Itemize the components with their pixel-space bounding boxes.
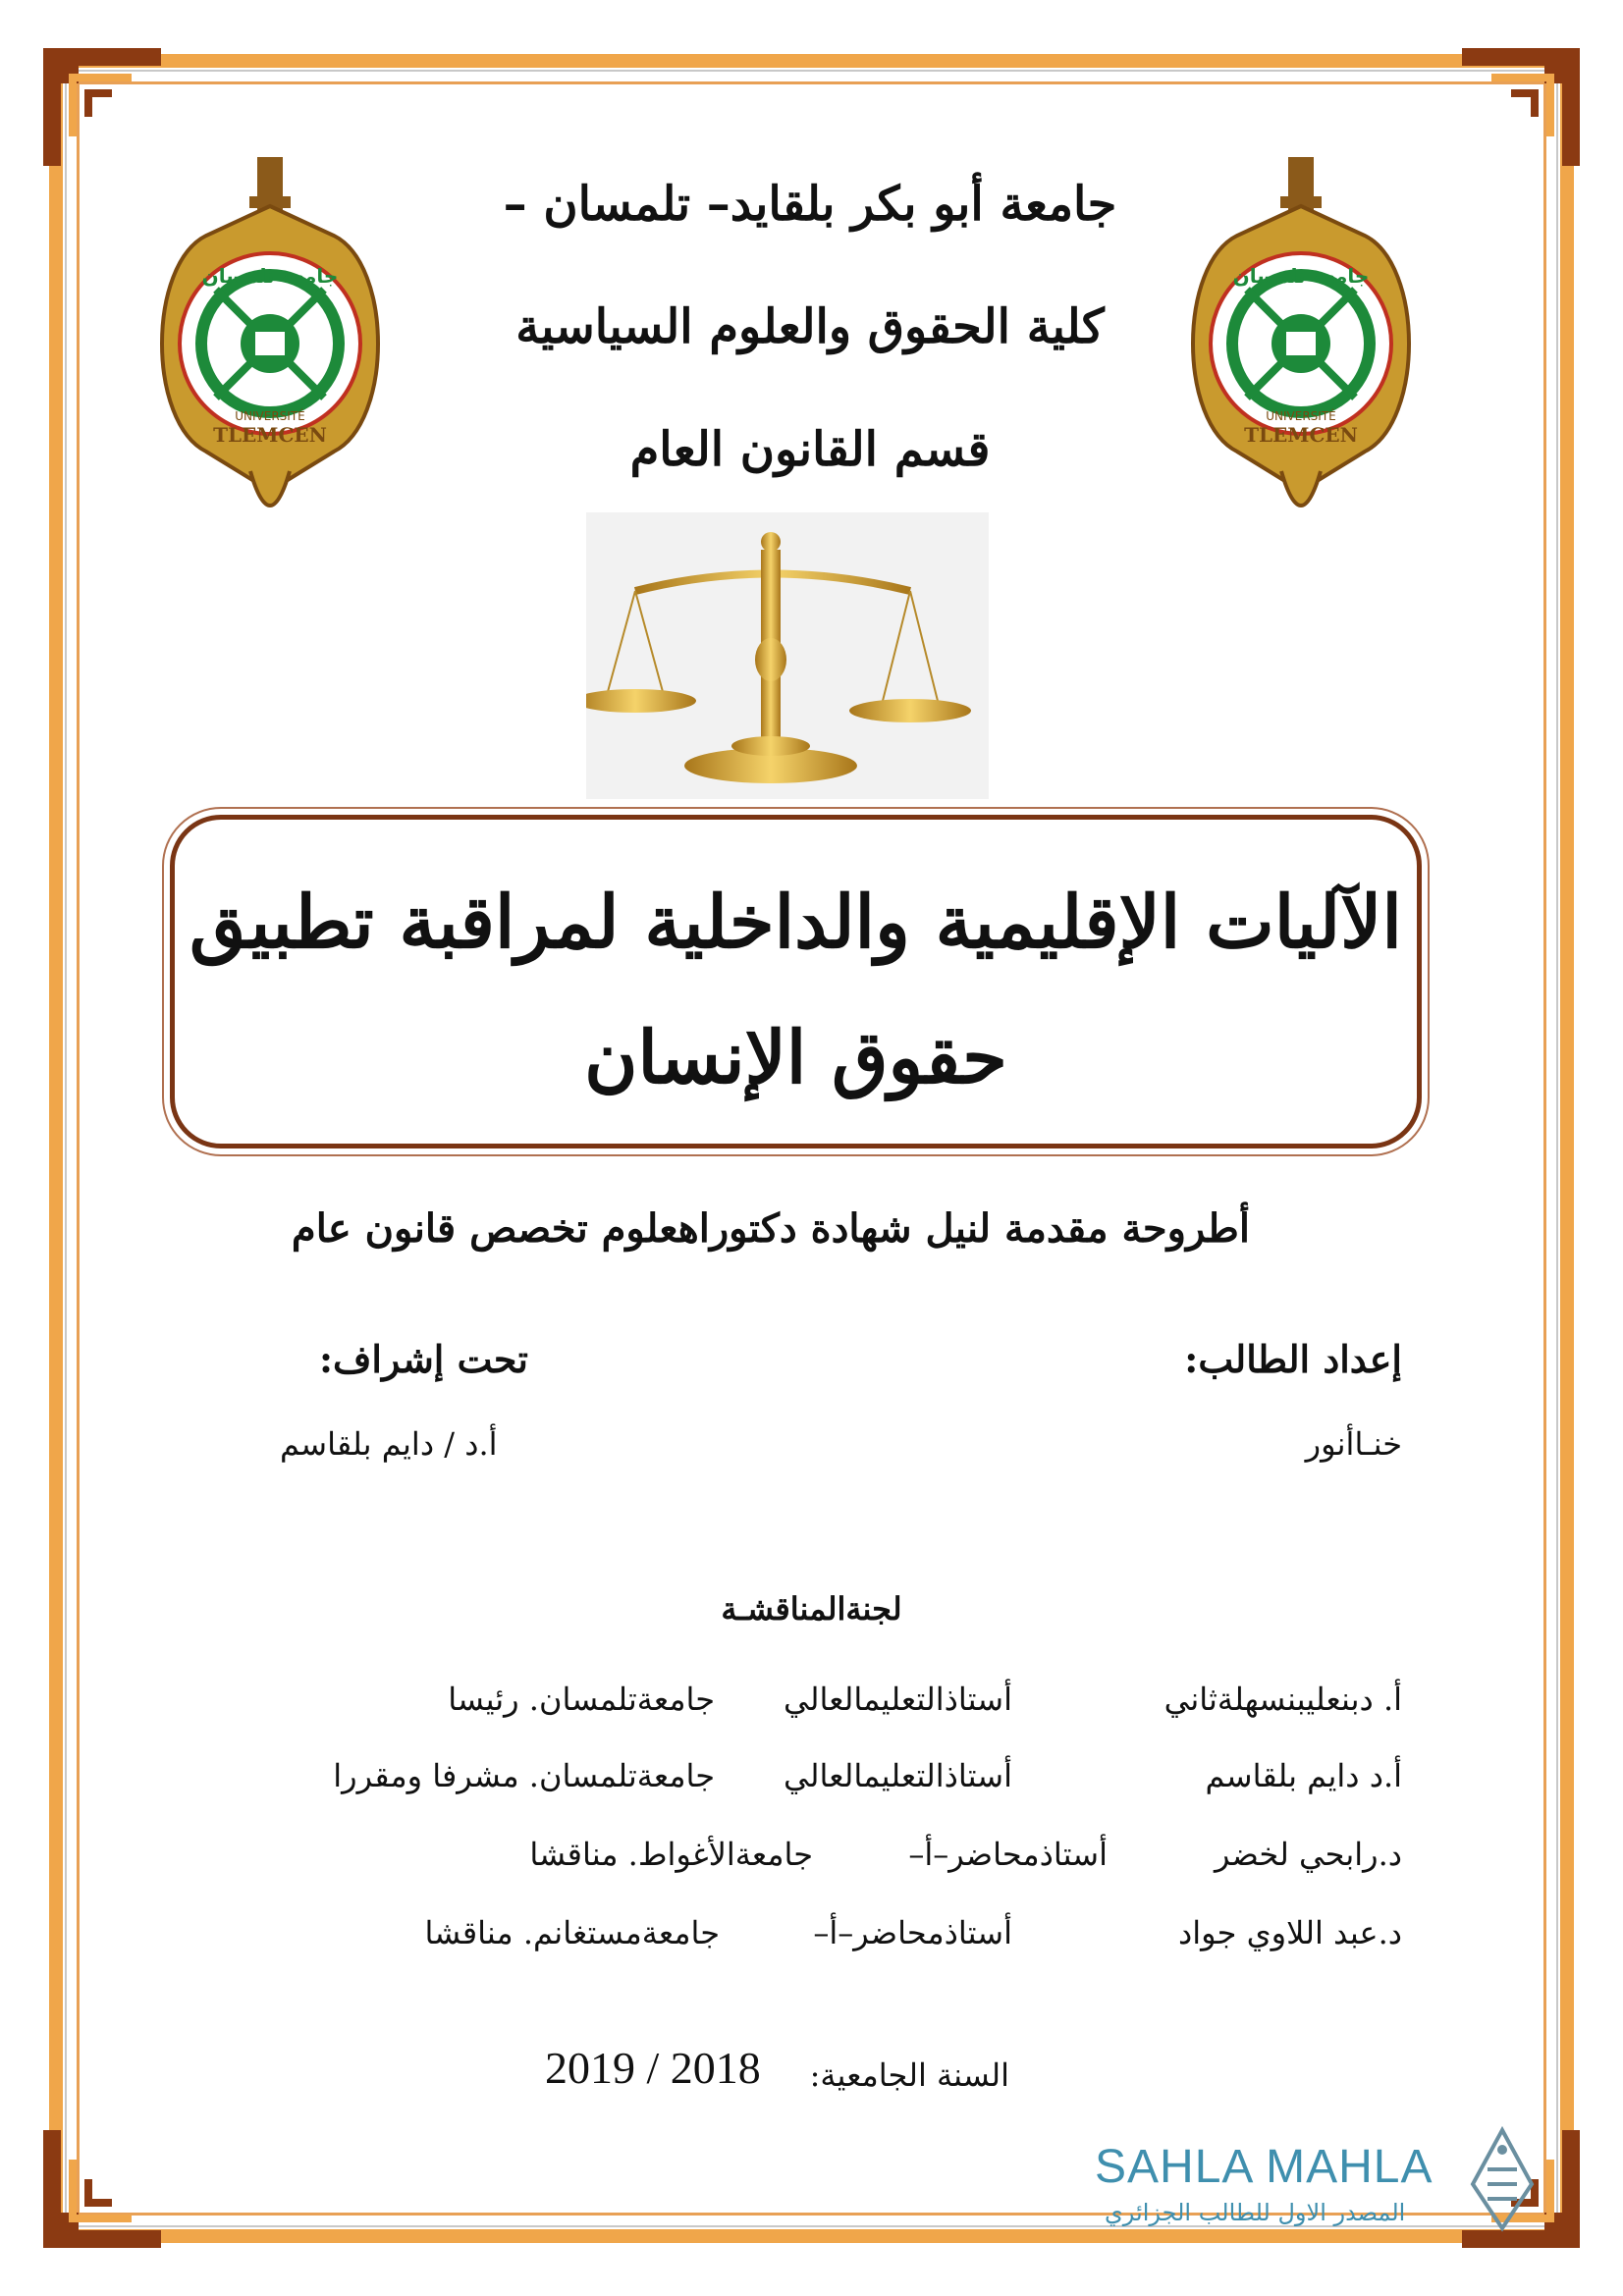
thesis-title-line-1: الآليات الإقليمية والداخلية لمراقبة تطبيق [189, 881, 1402, 965]
scales-of-justice-image [586, 512, 989, 799]
university-logo-right [1178, 157, 1424, 540]
corner-ornament-bottom-left [43, 2130, 161, 2248]
logo-arabic-text: جامعة تلمسان [1232, 264, 1370, 288]
member-name: د.عبد اللاوي جواد [1178, 1914, 1402, 1951]
corner-ornament-top-left [43, 48, 161, 166]
member-name: أ.د دايم بلقاسم [1205, 1757, 1402, 1794]
logo-latin-top: UNIVERSITÉ [235, 409, 305, 423]
student-name: خنـاأنور [1305, 1425, 1402, 1463]
member-affiliation: جامعةمستغانم. مناقشا [424, 1914, 720, 1951]
watermark-logo-icon [1463, 2125, 1542, 2233]
member-affiliation: جامعةتلمسان. مشرفا ومقررا [333, 1757, 715, 1794]
member-name: د.رابحي لخضر [1215, 1836, 1402, 1873]
university-logo-left [147, 157, 393, 540]
member-rank: أستاذالتعليمالعالي [784, 1757, 1012, 1794]
supervisor-name: أ.د / دايم بلقاسم [280, 1425, 498, 1463]
member-affiliation: جامعةتلمسان. رئيسا [448, 1681, 715, 1718]
faculty-name: كلية الحقوق والعلوم السياسية [515, 299, 1105, 354]
watermark-brand: SAHLA MAHLA [1095, 2141, 1434, 2193]
logo-arabic-text: جامعة تلمسان [201, 264, 339, 288]
academic-year-label: السنة الجامعية: [809, 2056, 1009, 2094]
watermark-tagline: المصدر الاول للطالب الجزائري [1105, 2199, 1406, 2226]
member-name: أ. دبنعليبنسهلةثاني [1163, 1681, 1402, 1718]
academic-year-value: 2019 / 2018 [545, 2043, 761, 2093]
thesis-subtitle: أطروحة مقدمة لنيل شهادة دكتوراهعلوم تخصص قانون عام [291, 1205, 1250, 1252]
member-rank: أستاذالتعليمالعالي [784, 1681, 1012, 1718]
thesis-title-box [170, 815, 1422, 1148]
thesis-title-line-2: حقوق الإنسان [584, 1016, 1007, 1100]
corner-ornament-top-right [1462, 48, 1580, 166]
member-affiliation: جامعةالأغواط. مناقشا [529, 1836, 813, 1873]
member-rank: أستاذمحاضر–أ– [813, 1914, 1012, 1951]
department-name: قسم القانون العام [629, 422, 991, 477]
logo-latin-bottom: TLEMCEN [213, 423, 327, 447]
logo-latin-top: UNIVERSITÉ [1266, 409, 1336, 423]
student-label: إعداد الطالب: [1184, 1337, 1402, 1381]
logo-latin-bottom: TLEMCEN [1244, 423, 1358, 447]
member-rank: أستاذمحاضر–أ– [908, 1836, 1108, 1873]
university-name: جامعة أبو بكر بلقايد– تلمسان – [503, 177, 1117, 232]
committee-heading: لجنةالمناقشـة [721, 1590, 902, 1628]
supervisor-label: تحت إشراف: [319, 1337, 528, 1381]
